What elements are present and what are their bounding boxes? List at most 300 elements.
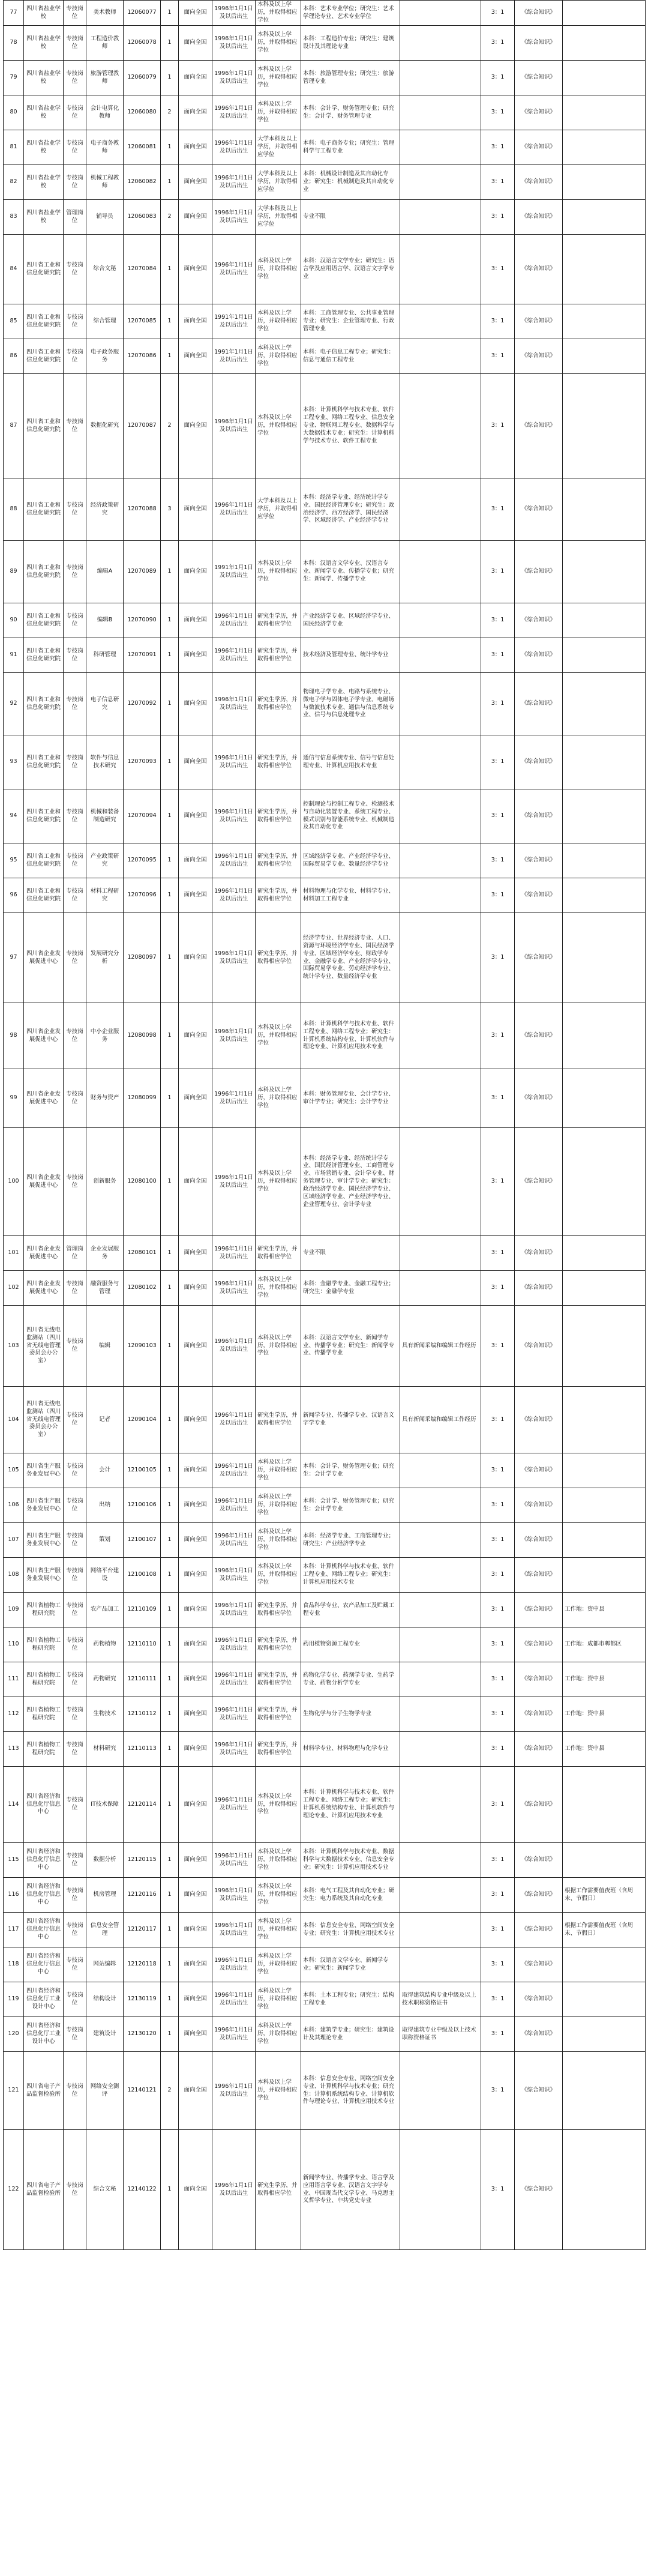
post-type: 专技岗位 bbox=[64, 478, 86, 541]
other-requirement bbox=[400, 1236, 481, 1271]
recruit-scope: 面向全国 bbox=[179, 638, 212, 673]
education-requirement: 研究生学历，并取得相应学位 bbox=[256, 913, 301, 1003]
age-requirement: 1996年1月1日及以后出生 bbox=[212, 1128, 256, 1236]
exam-subject: 《综合知识》 bbox=[515, 165, 563, 200]
exam-subject: 《综合知识》 bbox=[515, 673, 563, 735]
post-name: 发展研究分析 bbox=[86, 913, 124, 1003]
hire-count: 1 bbox=[161, 165, 179, 200]
major-requirement: 药用植物资源工程专业 bbox=[301, 1627, 400, 1662]
education-requirement: 本科及以上学历，并取得相应学位 bbox=[256, 1913, 301, 1947]
post-name: 机械工程教师 bbox=[86, 165, 124, 200]
age-requirement: 1996年1月1日及以后出生 bbox=[212, 1697, 256, 1732]
unit-name: 四川省工业和信息化研究院 bbox=[24, 673, 64, 735]
recruit-scope: 面向全国 bbox=[179, 1236, 212, 1271]
row-number: 92 bbox=[4, 673, 24, 735]
major-requirement: 经济学专业、世界经济专业、人口、资源与环境经济学专业、国民经济学专业、区域经济学专业、财政学专业、金融学专业、产业经济学专业、国际贸易学专业、劳动经济学专业、统计学专业、数量经济学专业 bbox=[301, 913, 400, 1003]
hire-count: 1 bbox=[161, 1, 179, 26]
major-requirement: 新闻学专业、传播学专业、语言学及应用语言学专业、汉语言文字学专业、中国现当代文学专业、马克思主义哲学专业、中共党史专业 bbox=[301, 2130, 400, 2250]
hire-count: 1 bbox=[161, 1387, 179, 1453]
unit-name: 四川省盐业学校 bbox=[24, 130, 64, 165]
other-requirement bbox=[400, 1003, 481, 1069]
post-type: 专技岗位 bbox=[64, 130, 86, 165]
post-name: 综合文秘 bbox=[86, 235, 124, 304]
exam-subject: 《综合知识》 bbox=[515, 1913, 563, 1947]
post-code: 12060078 bbox=[124, 26, 161, 61]
hire-count: 1 bbox=[161, 735, 179, 789]
row-number: 91 bbox=[4, 638, 24, 673]
table-row bbox=[4, 478, 646, 541]
unit-name: 四川省工业和信息化研究院 bbox=[24, 638, 64, 673]
post-name: 美术教师 bbox=[86, 1, 124, 26]
exam-ratio: 3：1 bbox=[481, 843, 515, 878]
post-name: 数据分析 bbox=[86, 1843, 124, 1878]
education-requirement: 研究生学历，并取得相应学位 bbox=[256, 1697, 301, 1732]
exam-ratio: 3：1 bbox=[481, 913, 515, 1003]
hire-count: 1 bbox=[161, 1523, 179, 1558]
post-name: 药物植物 bbox=[86, 1627, 124, 1662]
exam-subject: 《综合知识》 bbox=[515, 26, 563, 61]
other-requirement bbox=[400, 95, 481, 130]
recruit-scope: 面向全国 bbox=[179, 1843, 212, 1878]
hire-count: 1 bbox=[161, 541, 179, 603]
age-requirement: 1996年1月1日及以后出生 bbox=[212, 1306, 256, 1387]
post-name: 创新服务 bbox=[86, 1128, 124, 1236]
remarks bbox=[563, 1843, 646, 1878]
age-requirement: 1996年1月1日及以后出生 bbox=[212, 235, 256, 304]
exam-ratio: 3：1 bbox=[481, 1767, 515, 1843]
post-code: 12130119 bbox=[124, 1982, 161, 2017]
post-name: 编辑B bbox=[86, 603, 124, 638]
post-name: 策划 bbox=[86, 1523, 124, 1558]
education-requirement: 本科及以上学历，并取得相应学位 bbox=[256, 339, 301, 374]
other-requirement bbox=[400, 1271, 481, 1306]
exam-ratio: 3：1 bbox=[481, 1, 515, 26]
table-row bbox=[4, 95, 646, 130]
education-requirement: 本科及以上学历，并取得相应学位 bbox=[256, 1982, 301, 2017]
recruit-scope: 面向全国 bbox=[179, 1767, 212, 1843]
education-requirement: 本科及以上学历，并取得相应学位 bbox=[256, 541, 301, 603]
post-code: 12090103 bbox=[124, 1306, 161, 1387]
education-requirement: 研究生学历，并取得相应学位 bbox=[256, 1387, 301, 1453]
hire-count: 1 bbox=[161, 339, 179, 374]
row-number: 117 bbox=[4, 1913, 24, 1947]
row-number: 98 bbox=[4, 1003, 24, 1069]
recruit-scope: 面向全国 bbox=[179, 603, 212, 638]
exam-ratio: 3：1 bbox=[481, 1662, 515, 1697]
hire-count: 1 bbox=[161, 1697, 179, 1732]
row-number: 105 bbox=[4, 1453, 24, 1488]
row-number: 107 bbox=[4, 1523, 24, 1558]
exam-subject: 《综合知识》 bbox=[515, 130, 563, 165]
recruit-scope: 面向全国 bbox=[179, 1662, 212, 1697]
recruit-scope: 面向全国 bbox=[179, 1982, 212, 2017]
education-requirement: 本科及以上学历，并取得相应学位 bbox=[256, 1488, 301, 1523]
table-row bbox=[4, 1982, 646, 2017]
age-requirement: 1996年1月1日及以后出生 bbox=[212, 200, 256, 235]
exam-subject: 《综合知识》 bbox=[515, 1453, 563, 1488]
recruit-scope: 面向全国 bbox=[179, 1558, 212, 1593]
exam-subject: 《综合知识》 bbox=[515, 1271, 563, 1306]
remarks bbox=[563, 1558, 646, 1593]
remarks bbox=[563, 1523, 646, 1558]
recruit-scope: 面向全国 bbox=[179, 478, 212, 541]
table-row bbox=[4, 165, 646, 200]
age-requirement: 1996年1月1日及以后出生 bbox=[212, 26, 256, 61]
age-requirement: 1996年1月1日及以后出生 bbox=[212, 843, 256, 878]
exam-subject: 《综合知识》 bbox=[515, 1947, 563, 1982]
unit-name: 四川省企业发展促进中心 bbox=[24, 913, 64, 1003]
other-requirement bbox=[400, 913, 481, 1003]
unit-name: 四川省经济和信息化厅信息中心 bbox=[24, 1947, 64, 1982]
table-row bbox=[4, 200, 646, 235]
post-type: 专技岗位 bbox=[64, 2130, 86, 2250]
major-requirement: 本科：汉语言文学专业、新闻学专业、传播学专业；研究生：新闻学专业、传播学专业 bbox=[301, 1306, 400, 1387]
other-requirement bbox=[400, 478, 481, 541]
other-requirement: 具有新闻采编和编辑工作经历 bbox=[400, 1387, 481, 1453]
major-requirement: 本科：计算机科学与技术专业、软件工程专业、网络工程专业；研究生：计算机系统结构专业、计算机软件与理论专业、计算机应用技术专业 bbox=[301, 1003, 400, 1069]
hire-count: 1 bbox=[161, 1003, 179, 1069]
age-requirement: 1996年1月1日及以后出生 bbox=[212, 1271, 256, 1306]
exam-subject: 《综合知识》 bbox=[515, 95, 563, 130]
age-requirement: 1996年1月1日及以后出生 bbox=[212, 1843, 256, 1878]
row-number: 95 bbox=[4, 843, 24, 878]
recruit-scope: 面向全国 bbox=[179, 789, 212, 843]
age-requirement: 1996年1月1日及以后出生 bbox=[212, 478, 256, 541]
education-requirement: 研究生学历，并取得相应学位 bbox=[256, 2130, 301, 2250]
post-type: 专技岗位 bbox=[64, 1878, 86, 1913]
post-code: 12100105 bbox=[124, 1453, 161, 1488]
exam-ratio: 3：1 bbox=[481, 1069, 515, 1128]
exam-ratio: 3：1 bbox=[481, 1558, 515, 1593]
exam-ratio: 3：1 bbox=[481, 638, 515, 673]
unit-name: 四川省工业和信息化研究院 bbox=[24, 843, 64, 878]
remarks: 根据工作需要值夜班（含周末、节假日） bbox=[563, 1878, 646, 1913]
remarks bbox=[563, 130, 646, 165]
age-requirement: 1996年1月1日及以后出生 bbox=[212, 2130, 256, 2250]
table-row bbox=[4, 235, 646, 304]
other-requirement bbox=[400, 2130, 481, 2250]
post-code: 12080102 bbox=[124, 1271, 161, 1306]
education-requirement: 本科及以上学历，并取得相应学位 bbox=[256, 235, 301, 304]
unit-name: 四川省企业发展促进中心 bbox=[24, 1069, 64, 1128]
major-requirement: 本科：会计学、财务管理专业；研究生：会计学专业 bbox=[301, 1488, 400, 1523]
major-requirement: 区域经济学专业、产业经济学专业、国际贸易学专业、数量经济学专业 bbox=[301, 843, 400, 878]
unit-name: 四川省经济和信息化厅工业设计中心 bbox=[24, 2017, 64, 2052]
row-number: 112 bbox=[4, 1697, 24, 1732]
post-code: 12060079 bbox=[124, 61, 161, 95]
exam-ratio: 3：1 bbox=[481, 2130, 515, 2250]
unit-name: 四川省植物工程研究院 bbox=[24, 1627, 64, 1662]
other-requirement bbox=[400, 1128, 481, 1236]
unit-name: 四川省工业和信息化研究院 bbox=[24, 304, 64, 339]
recruit-scope: 面向全国 bbox=[179, 2017, 212, 2052]
row-number: 90 bbox=[4, 603, 24, 638]
major-requirement: 新闻学专业、传播学专业、汉语言文字学专业 bbox=[301, 1387, 400, 1453]
exam-subject: 《综合知识》 bbox=[515, 1627, 563, 1662]
post-type: 专技岗位 bbox=[64, 2052, 86, 2130]
education-requirement: 本科及以上学历，并取得相应学位 bbox=[256, 95, 301, 130]
recruit-scope: 面向全国 bbox=[179, 1627, 212, 1662]
unit-name: 四川省生产服务业发展中心 bbox=[24, 1558, 64, 1593]
hire-count: 1 bbox=[161, 1236, 179, 1271]
age-requirement: 1996年1月1日及以后出生 bbox=[212, 61, 256, 95]
hire-count: 1 bbox=[161, 2130, 179, 2250]
post-code: 12110110 bbox=[124, 1627, 161, 1662]
post-name: 工程造价教师 bbox=[86, 26, 124, 61]
unit-name: 四川省盐业学校 bbox=[24, 1, 64, 26]
other-requirement bbox=[400, 1732, 481, 1767]
remarks bbox=[563, 541, 646, 603]
table-row bbox=[4, 1913, 646, 1947]
post-name: 出纳 bbox=[86, 1488, 124, 1523]
major-requirement: 本科：会计学、财务管理专业；研究生：会计学专业 bbox=[301, 1453, 400, 1488]
post-name: 编辑 bbox=[86, 1306, 124, 1387]
major-requirement: 本科：汉语言文学专业、汉语言专业、新闻学专业、传播学专业；研究生：新闻学、传播学专业 bbox=[301, 541, 400, 603]
table-row bbox=[4, 1128, 646, 1236]
major-requirement: 生物化学与分子生物学专业 bbox=[301, 1697, 400, 1732]
age-requirement: 1996年1月1日及以后出生 bbox=[212, 1558, 256, 1593]
remarks bbox=[563, 1453, 646, 1488]
table-row bbox=[4, 603, 646, 638]
post-type: 专技岗位 bbox=[64, 1982, 86, 2017]
remarks bbox=[563, 2052, 646, 2130]
row-number: 99 bbox=[4, 1069, 24, 1128]
age-requirement: 1996年1月1日及以后出生 bbox=[212, 2052, 256, 2130]
hire-count: 1 bbox=[161, 638, 179, 673]
exam-ratio: 3：1 bbox=[481, 1306, 515, 1387]
table-row bbox=[4, 1387, 646, 1453]
exam-ratio: 3：1 bbox=[481, 374, 515, 478]
education-requirement: 本科及以上学历，并取得相应学位 bbox=[256, 1453, 301, 1488]
post-name: 电子商务教师 bbox=[86, 130, 124, 165]
unit-name: 四川省植物工程研究院 bbox=[24, 1593, 64, 1627]
post-type: 专技岗位 bbox=[64, 26, 86, 61]
post-code: 12070088 bbox=[124, 478, 161, 541]
major-requirement: 技术经济及管理专业、统计学专业 bbox=[301, 638, 400, 673]
major-requirement: 本科：工程造价专业；研究生：建筑设计及其理论专业 bbox=[301, 26, 400, 61]
row-number: 94 bbox=[4, 789, 24, 843]
post-type: 专技岗位 bbox=[64, 165, 86, 200]
major-requirement: 本科：经济学专业、工商管理专业；研究生：产业经济学专业 bbox=[301, 1523, 400, 1558]
table-row bbox=[4, 339, 646, 374]
exam-ratio: 3：1 bbox=[481, 673, 515, 735]
unit-name: 四川省企业发展促进中心 bbox=[24, 1271, 64, 1306]
post-name: 中小企业服务 bbox=[86, 1003, 124, 1069]
age-requirement: 1996年1月1日及以后出生 bbox=[212, 130, 256, 165]
exam-subject: 《综合知识》 bbox=[515, 2017, 563, 2052]
post-name: 建筑设计 bbox=[86, 2017, 124, 2052]
post-code: 12060082 bbox=[124, 165, 161, 200]
unit-name: 四川省工业和信息化研究院 bbox=[24, 235, 64, 304]
age-requirement: 1996年1月1日及以后出生 bbox=[212, 603, 256, 638]
recruit-scope: 面向全国 bbox=[179, 913, 212, 1003]
row-number: 111 bbox=[4, 1662, 24, 1697]
unit-name: 四川省植物工程研究院 bbox=[24, 1697, 64, 1732]
age-requirement: 1996年1月1日及以后出生 bbox=[212, 1453, 256, 1488]
post-code: 12120116 bbox=[124, 1878, 161, 1913]
recruit-scope: 面向全国 bbox=[179, 339, 212, 374]
row-number: 100 bbox=[4, 1128, 24, 1236]
other-requirement bbox=[400, 1, 481, 26]
row-number: 108 bbox=[4, 1558, 24, 1593]
row-number: 79 bbox=[4, 61, 24, 95]
major-requirement: 药物化学专业、药剂学专业、生药学专业、药物分析学专业 bbox=[301, 1662, 400, 1697]
unit-name: 四川省企业发展促进中心 bbox=[24, 1128, 64, 1236]
hire-count: 1 bbox=[161, 878, 179, 913]
remarks bbox=[563, 1128, 646, 1236]
row-number: 120 bbox=[4, 2017, 24, 2052]
row-number: 97 bbox=[4, 913, 24, 1003]
age-requirement: 1996年1月1日及以后出生 bbox=[212, 1003, 256, 1069]
remarks: 工作地：资中县 bbox=[563, 1662, 646, 1697]
post-name: 生物技术 bbox=[86, 1697, 124, 1732]
post-code: 12070096 bbox=[124, 878, 161, 913]
post-type: 专技岗位 bbox=[64, 1697, 86, 1732]
post-code: 12140121 bbox=[124, 2052, 161, 2130]
recruit-scope: 面向全国 bbox=[179, 1947, 212, 1982]
age-requirement: 1996年1月1日及以后出生 bbox=[212, 913, 256, 1003]
post-name: 融资服务与管理 bbox=[86, 1271, 124, 1306]
exam-subject: 《综合知识》 bbox=[515, 2130, 563, 2250]
unit-name: 四川省盐业学校 bbox=[24, 165, 64, 200]
exam-ratio: 3：1 bbox=[481, 1488, 515, 1523]
remarks bbox=[563, 1003, 646, 1069]
unit-name: 四川省经济和信息化厅信息中心 bbox=[24, 1843, 64, 1878]
exam-subject: 《综合知识》 bbox=[515, 1982, 563, 2017]
exam-subject: 《综合知识》 bbox=[515, 1488, 563, 1523]
remarks bbox=[563, 304, 646, 339]
other-requirement bbox=[400, 1878, 481, 1913]
other-requirement bbox=[400, 235, 481, 304]
exam-subject: 《综合知识》 bbox=[515, 1697, 563, 1732]
remarks: 工作地：成都市郫都区 bbox=[563, 1627, 646, 1662]
recruit-scope: 面向全国 bbox=[179, 1, 212, 26]
post-code: 12060080 bbox=[124, 95, 161, 130]
exam-ratio: 3：1 bbox=[481, 1387, 515, 1453]
age-requirement: 1996年1月1日及以后出生 bbox=[212, 2017, 256, 2052]
post-code: 12070089 bbox=[124, 541, 161, 603]
remarks bbox=[563, 61, 646, 95]
post-name: 电子信息研究 bbox=[86, 673, 124, 735]
education-requirement: 本科及以上学历，并取得相应学位 bbox=[256, 1878, 301, 1913]
remarks bbox=[563, 339, 646, 374]
exam-ratio: 3：1 bbox=[481, 478, 515, 541]
education-requirement: 本科及以上学历，并取得相应学位 bbox=[256, 2052, 301, 2130]
exam-ratio: 3：1 bbox=[481, 95, 515, 130]
unit-name: 四川省企业发展促进中心 bbox=[24, 1236, 64, 1271]
post-name: 财务与资产 bbox=[86, 1069, 124, 1128]
exam-ratio: 3：1 bbox=[481, 1732, 515, 1767]
remarks: 工作地：资中县 bbox=[563, 1697, 646, 1732]
hire-count: 1 bbox=[161, 1662, 179, 1697]
hire-count: 2 bbox=[161, 95, 179, 130]
exam-subject: 《综合知识》 bbox=[515, 878, 563, 913]
other-requirement bbox=[400, 1767, 481, 1843]
remarks bbox=[563, 673, 646, 735]
post-name: 结构设计 bbox=[86, 1982, 124, 2017]
major-requirement: 本科：金融学专业、金融工程专业；研究生：金融学专业 bbox=[301, 1271, 400, 1306]
exam-ratio: 3：1 bbox=[481, 165, 515, 200]
age-requirement: 1996年1月1日及以后出生 bbox=[212, 1488, 256, 1523]
remarks bbox=[563, 603, 646, 638]
table-row bbox=[4, 1453, 646, 1488]
other-requirement bbox=[400, 603, 481, 638]
exam-ratio: 3：1 bbox=[481, 200, 515, 235]
unit-name: 四川省工业和信息化研究院 bbox=[24, 478, 64, 541]
education-requirement: 本科及以上学历，并取得相应学位 bbox=[256, 1003, 301, 1069]
exam-ratio: 3：1 bbox=[481, 735, 515, 789]
major-requirement: 材料物理与化学专业、材料学专业、材料加工工程专业 bbox=[301, 878, 400, 913]
unit-name: 四川省经济和信息化厅信息中心 bbox=[24, 1767, 64, 1843]
row-number: 102 bbox=[4, 1271, 24, 1306]
exam-subject: 《综合知识》 bbox=[515, 235, 563, 304]
education-requirement: 本科及以上学历，并取得相应学位 bbox=[256, 2017, 301, 2052]
exam-subject: 《综合知识》 bbox=[515, 339, 563, 374]
post-type: 专技岗位 bbox=[64, 95, 86, 130]
exam-subject: 《综合知识》 bbox=[515, 1306, 563, 1387]
age-requirement: 1996年1月1日及以后出生 bbox=[212, 1, 256, 26]
post-type: 专技岗位 bbox=[64, 1306, 86, 1387]
age-requirement: 1996年1月1日及以后出生 bbox=[212, 673, 256, 735]
remarks bbox=[563, 2130, 646, 2250]
post-code: 12070087 bbox=[124, 374, 161, 478]
row-number: 88 bbox=[4, 478, 24, 541]
other-requirement bbox=[400, 304, 481, 339]
table-row bbox=[4, 913, 646, 1003]
recruit-scope: 面向全国 bbox=[179, 130, 212, 165]
unit-name: 四川省盐业学校 bbox=[24, 95, 64, 130]
other-requirement bbox=[400, 1488, 481, 1523]
hire-count: 1 bbox=[161, 1878, 179, 1913]
unit-name: 四川省企业发展促进中心 bbox=[24, 1003, 64, 1069]
post-type: 管理岗位 bbox=[64, 200, 86, 235]
post-type: 专技岗位 bbox=[64, 603, 86, 638]
age-requirement: 1996年1月1日及以后出生 bbox=[212, 1913, 256, 1947]
post-type: 专技岗位 bbox=[64, 374, 86, 478]
exam-ratio: 3：1 bbox=[481, 26, 515, 61]
post-name: 辅导员 bbox=[86, 200, 124, 235]
post-type: 专技岗位 bbox=[64, 1843, 86, 1878]
major-requirement: 本科：计算机科学与技术专业、软件工程专业、网络工程专业；研究生：计算机系统结构专业、计算机软件与理论专业、计算机应用技术专业 bbox=[301, 1767, 400, 1843]
row-number: 109 bbox=[4, 1593, 24, 1627]
table-row bbox=[4, 638, 646, 673]
exam-ratio: 3：1 bbox=[481, 1593, 515, 1627]
exam-subject: 《综合知识》 bbox=[515, 1236, 563, 1271]
post-type: 专技岗位 bbox=[64, 1913, 86, 1947]
hire-count: 1 bbox=[161, 1069, 179, 1128]
other-requirement bbox=[400, 638, 481, 673]
table-row bbox=[4, 541, 646, 603]
exam-ratio: 3：1 bbox=[481, 2017, 515, 2052]
age-requirement: 1996年1月1日及以后出生 bbox=[212, 1627, 256, 1662]
table-row bbox=[4, 2052, 646, 2130]
recruit-scope: 面向全国 bbox=[179, 1387, 212, 1453]
post-name: 编辑A bbox=[86, 541, 124, 603]
recruit-scope: 面向全国 bbox=[179, 735, 212, 789]
recruitment-table bbox=[3, 0, 646, 2250]
education-requirement: 研究生学历，并取得相应学位 bbox=[256, 603, 301, 638]
other-requirement bbox=[400, 735, 481, 789]
major-requirement: 本科：计算机科学与技术专业、数据科学与大数据技术专业、信息安全专业；研究生：计算机应用技术专业 bbox=[301, 1843, 400, 1878]
post-type: 专技岗位 bbox=[64, 1662, 86, 1697]
age-requirement: 1996年1月1日及以后出生 bbox=[212, 638, 256, 673]
major-requirement: 本科：电子商务专业；研究生：管理科学与工程专业 bbox=[301, 130, 400, 165]
row-number: 116 bbox=[4, 1878, 24, 1913]
table-row bbox=[4, 2130, 646, 2250]
table-row bbox=[4, 1947, 646, 1982]
age-requirement: 1996年1月1日及以后出生 bbox=[212, 1593, 256, 1627]
row-number: 83 bbox=[4, 200, 24, 235]
